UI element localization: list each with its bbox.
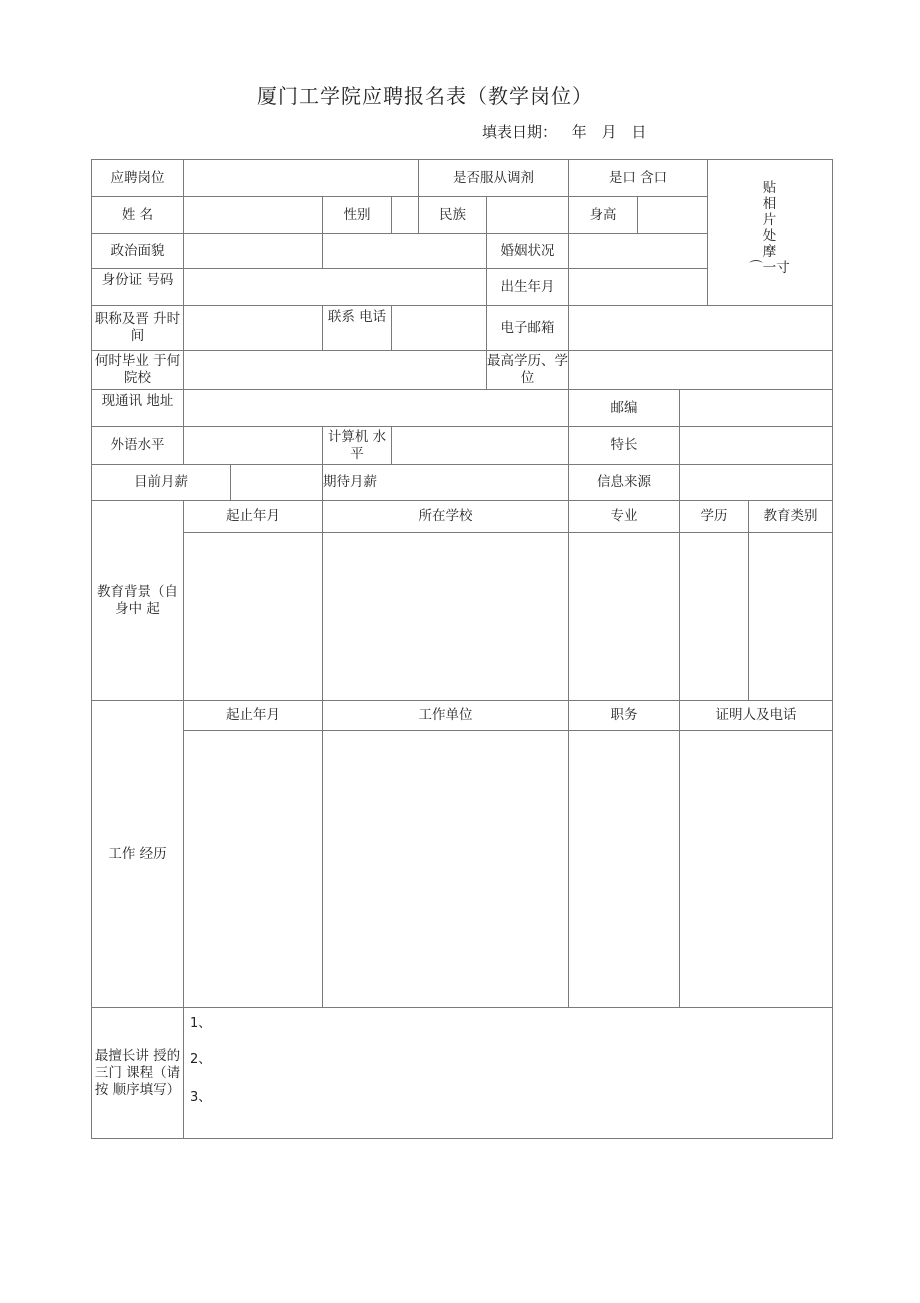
work-unit-cell[interactable]: [322, 730, 569, 1008]
address-label: 现通讯 地址: [91, 389, 184, 427]
birth-label: 出生年月: [486, 268, 569, 306]
name-label: 姓 名: [91, 196, 184, 234]
birth-field[interactable]: [568, 268, 708, 306]
graduation-field[interactable]: [183, 350, 487, 390]
graduation-label: 何时毕业 于何院校: [91, 350, 184, 390]
postcode-field[interactable]: [679, 389, 833, 427]
degree-label: 最高学历、学位: [486, 350, 569, 390]
course-2: 2、: [190, 1052, 212, 1067]
fill-date-day: 日: [631, 123, 647, 141]
specialty-field[interactable]: [679, 426, 833, 465]
work-period-header: 起止年月: [183, 700, 323, 731]
expected-salary-row[interactable]: [322, 464, 569, 501]
courses-label: 最擅长讲 授的三门 课程（请按 顺序填写）: [91, 1007, 184, 1139]
info-source-field[interactable]: [679, 464, 833, 501]
work-post-cell[interactable]: [568, 730, 680, 1008]
foreign-language-field[interactable]: [183, 426, 323, 465]
title-promotion-field[interactable]: [183, 305, 323, 351]
edu-type-header: 教育类别: [748, 500, 833, 533]
political-label: 政治面貌: [91, 233, 184, 269]
email-label: 电子邮箱: [486, 305, 569, 351]
edu-degree-cell[interactable]: [679, 532, 749, 701]
work-post-header: 职务: [568, 700, 680, 731]
email-field[interactable]: [568, 305, 833, 351]
fill-date-label: 填表日期：: [482, 123, 558, 141]
computer-field[interactable]: [391, 426, 569, 465]
edu-degree-header: 学历: [679, 500, 749, 533]
contact-phone-field[interactable]: [391, 305, 487, 351]
degree-field[interactable]: [568, 350, 833, 390]
marital-label: 婚姻状况: [486, 233, 569, 269]
work-history-label: 工作 经历: [91, 700, 184, 1008]
edu-period-cell[interactable]: [183, 532, 323, 701]
work-reference-header: 证明人及电话: [679, 700, 833, 731]
edu-period-header: 起止年月: [183, 500, 323, 533]
expected-salary-label: 期待月薪: [323, 474, 377, 490]
title-promotion-label: 职称及晋 升时间: [91, 305, 184, 351]
ethnicity-label: 民族: [418, 196, 487, 234]
current-salary-label: 目前月薪: [91, 464, 231, 501]
work-reference-cell[interactable]: [679, 730, 833, 1008]
political-extra-field[interactable]: [322, 233, 487, 269]
position-field[interactable]: [183, 159, 419, 197]
computer-label: 计算机 水平: [322, 426, 392, 465]
course-1: 1、: [190, 1016, 212, 1031]
political-field[interactable]: [183, 233, 323, 269]
edu-type-cell[interactable]: [748, 532, 833, 701]
info-source-label: 信息来源: [568, 464, 680, 501]
work-unit-header: 工作单位: [322, 700, 569, 731]
education-background-label: 教育背景（自身中 起: [91, 500, 184, 701]
edu-major-cell[interactable]: [568, 532, 680, 701]
id-number-field[interactable]: [183, 268, 487, 306]
edu-school-cell[interactable]: [322, 532, 569, 701]
address-field[interactable]: [183, 389, 569, 427]
height-field[interactable]: [637, 196, 708, 234]
fill-date-year: 年: [571, 123, 587, 141]
gender-label: 性别: [322, 196, 392, 234]
fill-date: [482, 121, 656, 142]
foreign-language-label: 外语水平: [91, 426, 184, 465]
accept-adjust-options[interactable]: 是口 含口: [568, 159, 708, 197]
work-period-cell[interactable]: [183, 730, 323, 1008]
postcode-label: 邮编: [568, 389, 680, 427]
fill-date-month: 月: [601, 123, 617, 141]
height-label: 身高: [568, 196, 638, 234]
contact-phone-label: 联系 电话: [322, 305, 392, 351]
specialty-label: 特长: [568, 426, 680, 465]
edu-school-header: 所在学校: [322, 500, 569, 533]
course-3: 3、: [190, 1090, 212, 1105]
name-field[interactable]: [183, 196, 323, 234]
ethnicity-field[interactable]: [486, 196, 569, 234]
accept-adjust-label: 是否服从调剂: [418, 159, 569, 197]
gender-field[interactable]: [391, 196, 419, 234]
edu-major-header: 专业: [568, 500, 680, 533]
id-number-label: 身份证 号码: [91, 268, 184, 306]
marital-field[interactable]: [568, 233, 708, 269]
courses-field[interactable]: [183, 1007, 833, 1139]
photo-label: 贴 相 片 处 摩 ⌒一寸: [749, 180, 790, 276]
current-salary-field[interactable]: [230, 464, 323, 501]
page-title: 厦门工学院应聘报名表（教学岗位）: [257, 84, 593, 108]
position-label: 应聘岗位: [91, 159, 184, 197]
